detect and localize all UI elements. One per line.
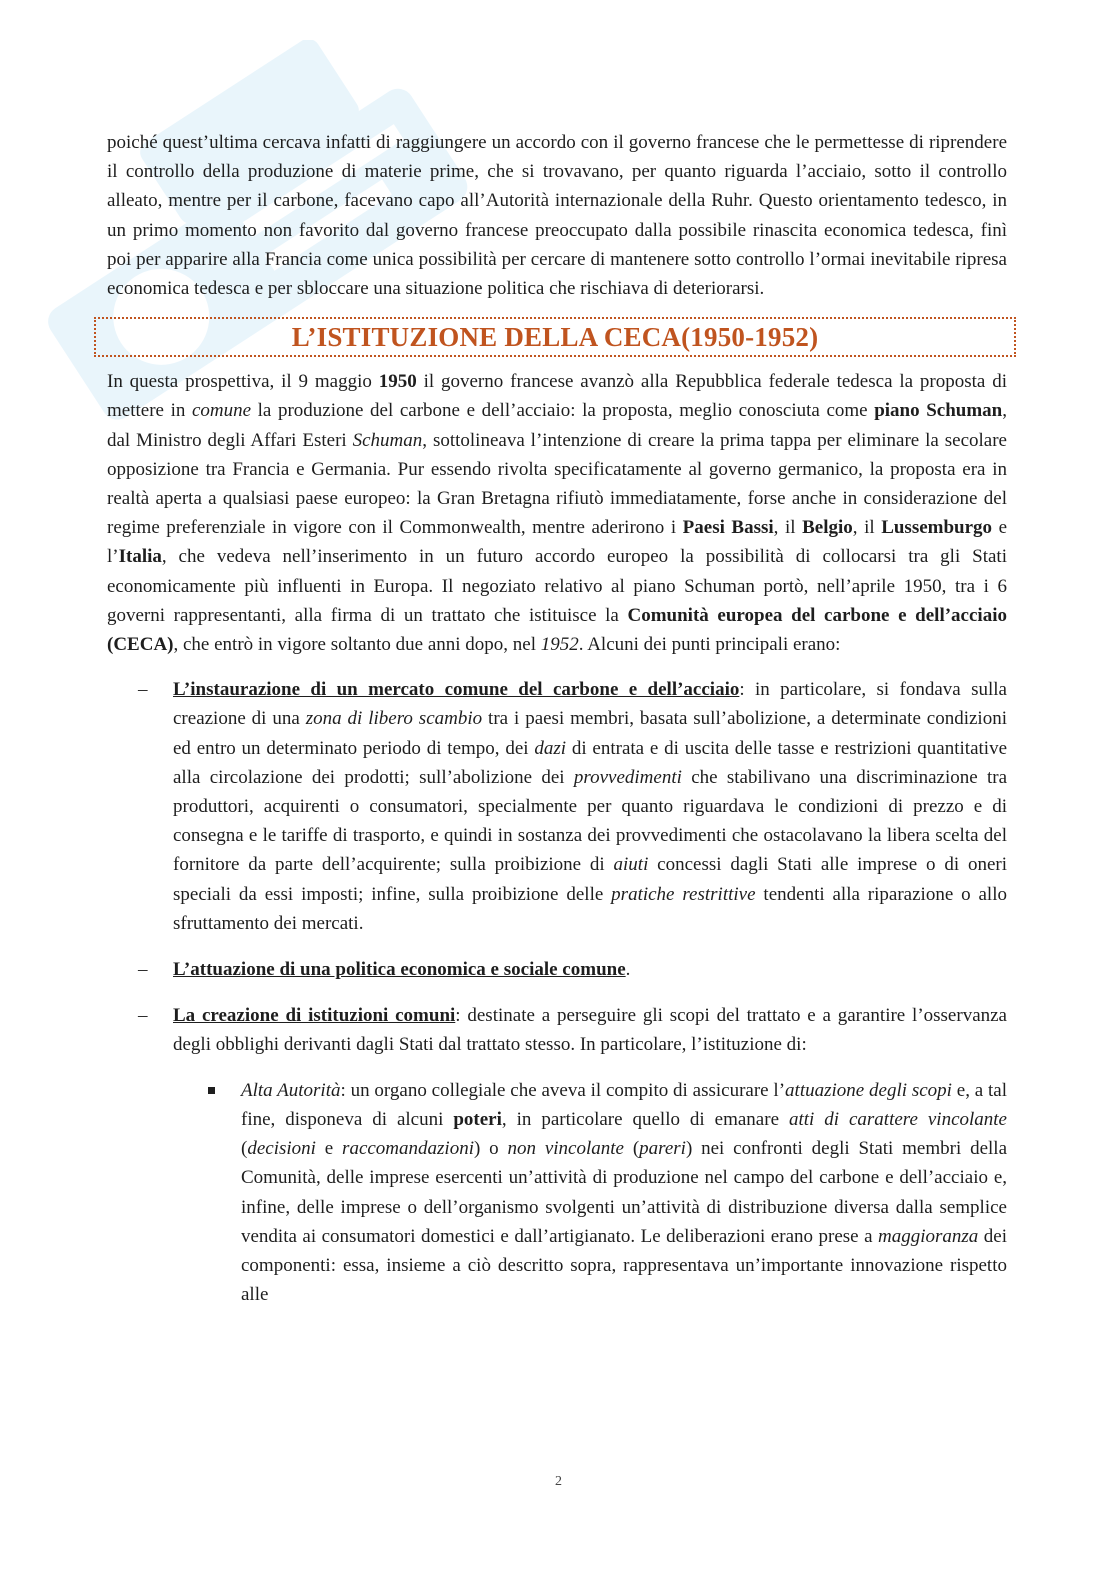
sub-list [173,1076,1007,1310]
sub-list-item-text: Alta Autorità: un organo collegiale che aveva il compito di assicurare l’attuazione degli scopi e, a tal fine, disponeva di alcuni poteri, in particolare quello di emanare atti di carattere vincolante (decisioni e raccomandazioni) o non vincolante (pareri) nei confronti degli Stati membri della Comunità, delle imprese esercenti un’attività di produzione nel campo del carbone e dell’acciaio e, infine, delle imprese o dell’organismo svolgenti un’attività di distribuzione diversa dalla semplice vendita ai consumatori domestici e dall’artigianato. Le deliberazioni erano prese a maggioranza dei componenti: essa, insieme a ciò descritto sopra, rappresentava un’importante innovazione rispetto alle [241,1079,1008,1306]
sub-list-item [173,1076,1007,1310]
dash-marker: – [138,959,148,981]
list-item [107,955,1007,984]
points-list [107,675,1007,1309]
list-item-text: La creazione di istituzioni comuni: destinate a perseguire gli scopi del trattato e a garantire l’osservanza degli obblighi derivanti dagli Stati dal trattato stesso. In particolare, l’istituzione di: [173,1005,1007,1056]
list-item [107,675,1007,938]
dash-marker: – [138,1005,148,1027]
list-item-text: L’instaurazione di un mercato comune del carbone e dell’acciaio: in particolare, si fondava sulla creazione di una zona di libero scambio tra i paesi membri, basata sull’abolizione, a determinate condizioni ed entro un determinato periodo di tempo, dei dazi di entrata e di uscita delle tasse e restrizioni quantitative alla circolazione dei prodotti; sull’abolizione dei provvedimenti che stabilivano una discriminazione tra produttori, acquirenti o consumatori, specialmente per quanto riguardava le condizioni di prezzo e di consegna e le tariffe di trasporto, e quindi in sostanza dei provvedimenti che ostacolavano la libera scelta del fornitore da parte dell’acquirente; sulla proibizione di aiuti concessi dagli Stati alle imprese o di oneri speciali da essi imposti; infine, sulla proibizione delle pratiche restrittive tendenti alla riparazione o allo sfruttamento dei mercati. [173,679,1008,934]
page-number: 2 [555,1474,562,1489]
list-item [107,1001,1007,1309]
main-paragraph: In questa prospettiva, il 9 maggio 1950 il governo francese avanzò alla Repubblica federale tedesca la proposta di mettere in comune la produzione del carbone e dell’acciaio: la proposta, meglio conosciuta come piano Schuman, dal Ministro degli Affari Esteri Schuman, sottolineava l’intenzione di creare la prima tappa per eliminare la secolare opposizione tra Francia e Germania. Pur essendo rivolta specificatamente al governo germanico, la proposta era in realtà aperta a qualsiasi paese europeo: la Gran Bretagna rifiutò immediatamente, forse anche in considerazione del regime preferenziale in vigore con il Commonwealth, mentre aderirono i Paesi Bassi, il Belgio, il Lussemburgo e l’Italia, che vedeva nell’inserimento in un futuro accordo europeo la possibilità di collocarsi tra gli Stati economicamente più influenti in Europa. Il negoziato relativo al piano Schuman portò, nell’aprile 1950, tra i 6 governi rappresentanti, alla firma di un trattato che istituisce la Comunità europea del carbone e dell’acciaio (CECA), che entrò in vigore soltanto due anni dopo, nel 1952. Alcuni dei punti principali erano: [107,371,1008,656]
intro-paragraph: poiché quest’ultima cercava infatti di raggiungere un accordo con il governo francese che le permettesse di riprendere il controllo della produzione di materie prime, che si trovavano, per quanto riguarda l’acciaio, sotto il controllo alleato, mentre per il carbone, facevano capo all’Autorità internazionale della Ruhr. Questo orientamento tedesco, in un primo momento non favorito dal governo francese preoccupato dalla possibile rinascita economica tedesca, finì poi per apparire alla Francia come unica possibilità per cercare di mantenere sotto controllo l’ormai inevitabile ripresa economica tedesca e per sbloccare una situazione politica che rischiava di deteriorarsi. [107,132,1007,300]
document-page [107,128,1007,1326]
list-item-text: L’attuazione di una politica economica e sociale comune. [173,959,631,981]
dash-marker: – [138,679,148,701]
square-bullet-icon [208,1087,215,1094]
section-title: L’ISTITUZIONE DELLA CECA(1950-1952) [291,321,819,352]
section-heading-box [94,317,1016,357]
